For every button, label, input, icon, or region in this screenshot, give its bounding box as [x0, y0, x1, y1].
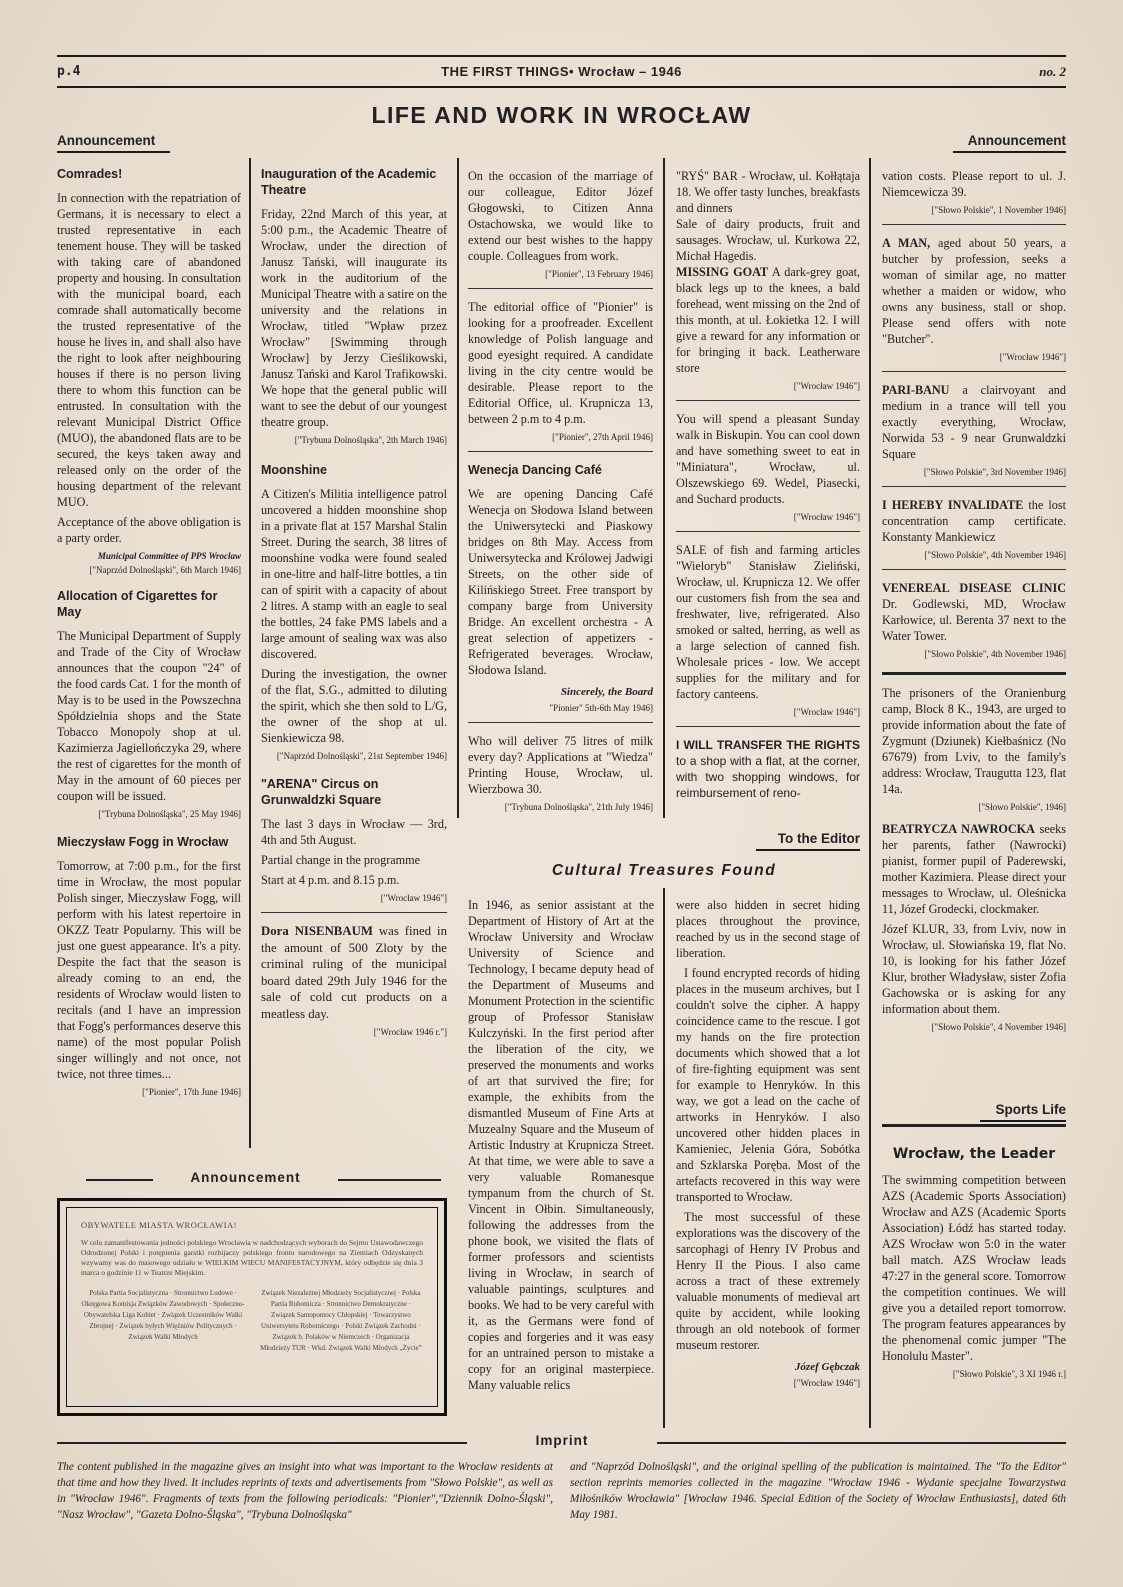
imprint-text-left: The content published in the magazine gives an insight into what was important to the Wrocław residents at that time and how they lived. It includes reprints of texts and advertisements from "Słowo Polskie", as well as in "Wrocław 1946". Fragments of texts from the following periodicals: "Pionier","Dziennik Dolno-Śląski", "Nasz Wrocław", "Gazeta Dolno-Śląska", "Trybuna Dolnośląska"	[57, 1461, 553, 1521]
renovation-text: vation costs. Please report to ul. J. Niemcewicza 39.	[882, 169, 1066, 199]
transfer-notice	[676, 737, 860, 801]
arena-source: ["Wrocław 1946"]	[380, 893, 447, 903]
moonshine-text: A Citizen's Militia intelligence patrol uncovered a hidden moonshine shop in a private flat at 157 Marshal Stalin Street. During the search, 38 litres of moonshine vodka were found sealed in one-litre and half-litre bottles, a tin can of spirit with a capacity of about 2 litres. A stamp with an eagle to seal the bottles, 24 fake PMS labels and a large amount of sealing wax was also discovered.	[261, 487, 447, 661]
invalidate-notice	[882, 497, 1066, 545]
nawrocka-text: seeks her parents, father (Nawrocki) pianist, former pupil of Paderewski, mother Kazimiera. Please direct your messages to Wrocław, ul. Oleśnicka 11, Józef Grodecki, clockmaker.	[882, 822, 1066, 916]
page-header	[57, 62, 1066, 82]
wenecja-heading: Wenecja Dancing Café	[468, 463, 602, 477]
divider	[468, 722, 653, 723]
column-5	[882, 168, 1066, 1041]
renovation-source: ["Słowo Polskie", 1 November 1946]	[931, 205, 1066, 215]
clairvoyant-text: a clairvoyant and medium in a trance will tell you exactly everything, Wrocław, Norwida 53 - 9 near Grunwaldzki Square	[882, 383, 1066, 461]
comrades-text: In connection with the repatriation of Germans, it is necessary to elect a trusted representative in each tenement house. They will be tasked with taking care of abandoned property and housing. In consultation with the municipal board, each comrade shall automatically become the trusted representative of the house he lives in, and shall also have the right to look after neighbouring houses if there is no person living there to whom this function can be entrusted. In consultation with the relevant Municipal District Office (MUO), the abandoned flats are to be secured, the keys taken away and released only on the order of the housing department of the relevant MUO.	[57, 191, 241, 509]
nisenbaum-text: was fined in the amount of 500 Zloty by the criminal ruling of the municipal board dated 29th July 1946 for the sale of cold cut products on a meatless day.	[261, 924, 448, 1021]
divider	[261, 912, 447, 913]
imprint-text-right: and "Naprzód Dolnośląski", and the original spelling of the publication is maintained. The "To the Editor" section reprints memories collected in the magazine "Wrocław 1946 - Wydanie specjalne Towarzystwa Miłośników Wrocławia" [Wrocław 1946. Special Edition of the Society of Wrocław Enthusiasts], dated 6th May 1981.	[570, 1461, 1066, 1521]
invalidate-text: the lost concentration camp certificate. Konstanty Mankiewicz	[882, 498, 1066, 544]
fish-sale-text: SALE of fish and farming articles "Wieloryb" Stanisław Zieliński, Wrocław, ul. Krupnicza 12. We offer our customers fish from the sea and freshwater, live, refrigerated. Also smoked or salted, herring, as well as a large selection of canned fish. Wholesale prices - low. We accept supplies for the military and for factory canteens.	[676, 543, 860, 701]
section-sports-life: Sports Life	[980, 1102, 1066, 1122]
rule	[86, 1179, 153, 1181]
butcher-notice	[882, 235, 1066, 347]
transfer-lead: I WILL TRANSFER THE RIGHTS	[676, 738, 860, 752]
section-to-the-editor: To the Editor	[756, 831, 860, 851]
moonshine-heading: Moonshine	[261, 463, 327, 477]
nawrocka-notice	[882, 821, 1066, 917]
nisenbaum-name: Dora NISENBAUM	[261, 924, 373, 938]
butcher-lead: A MAN,	[882, 236, 931, 250]
poster-title: OBYWATELE MIASTA WROCŁAWIA!	[81, 1220, 237, 1230]
page-number: p.4	[57, 64, 81, 79]
rule	[57, 1442, 467, 1444]
cultural-column-right	[676, 897, 860, 1397]
theatre-source: ["Trybuna Dolnośląska", 2th March 1946]	[294, 435, 447, 445]
sports-heading: Wrocław, the Leader	[892, 1146, 1056, 1162]
divider	[676, 531, 860, 532]
cultural-text-right-3: The most successful of these explorations was the discovery of the sarcophagi of Henry IV Probus and Henry II the Pious. I also came across a tract of these extremely valuable monuments of medieval art quite by accident, while looking through an old notebook of former museum restorer.	[676, 1210, 860, 1352]
section-announcement-bottom: Announcement	[190, 1170, 301, 1185]
sunday-walk-text: You will spend a pleasant Sunday walk in Biskupin. You can cool down and have something sweet to eat in "Miniatura", Wrocław, ul. Olszewskiego 69. Wedel, Piasecki, and Suchard products.	[676, 412, 860, 506]
poster-signatories	[81, 1288, 423, 1354]
clinic-lead: VENEREAL DISEASE CLINIC	[882, 581, 1066, 595]
marriage-source: ["Pionier", 13 February 1946]	[545, 269, 653, 279]
rys-bar-text: "RYŚ" BAR - Wrocław, ul. Kołłątaja 18. We offer tasty lunches, breakfasts and dinners	[676, 169, 860, 215]
publication-name: THE FIRST THINGS• Wrocław – 1946	[441, 64, 682, 79]
clinic-source: ["Słowo Polskie", 4th November 1946]	[924, 649, 1066, 659]
comrades-order: Acceptance of the above obligation is a party order.	[57, 515, 241, 545]
clinic-text: Dr. Godlewski, MD, Wrocław Karłowice, ul. Berenta 37 next to the Water Tower.	[882, 597, 1066, 643]
column-divider	[663, 888, 665, 1428]
poster-frame	[57, 1198, 447, 1416]
fish-sale-source: ["Wrocław 1946"]	[793, 707, 860, 717]
oranienburg-text: The prisoners of the Oranienburg camp, Block 8 K., 1943, are urged to provide information about the fate of Zygmunt (Dziunek) Kiełbaśnicz (No 67679) from Lviv, to the family's address: Wrocław, Traugutta 123, flat 14a.	[882, 686, 1066, 796]
poster-signatories-left: Polska Partia Socjalistyczna · Stronnictwo Ludowe · Okręgowa Komisja Związków Zawodowych · Społeczno-Obywatelska Liga Kobiet · Związek Uczestników Walki Zbrojnej · Związek byłych Więźniów Politycznych · Związek Walki Młodych	[81, 1289, 245, 1341]
issue-number: no. 2	[1039, 64, 1066, 79]
cigarettes-source: ["Trybuna Dolnośląska", 25 May 1946]	[98, 809, 241, 819]
sports-source: ["Słowo Polskie", 3 XI 1946 r.]	[952, 1369, 1066, 1379]
invalidate-lead: I HEREBY INVALIDATE	[882, 498, 1024, 512]
clairvoyant-notice	[882, 382, 1066, 462]
section-divider	[882, 672, 1066, 675]
rule	[338, 1179, 441, 1181]
cigarettes-heading: Allocation of Cigarettes for May	[57, 589, 218, 619]
butcher-text: aged about 50 years, a butcher by profession, seeks a woman of similar age, no matter whether a maiden or widow, who owns any business, stall or shop. Please send offers with note "Butcher".	[882, 236, 1067, 346]
comrades-signature: Municipal Committee of PPS Wroclaw	[97, 551, 241, 561]
cultural-heading: Cultural Treasures Found	[551, 862, 777, 879]
marriage-text: On the occasion of the marriage of our colleague, Editor Józef Głogowski, to Citizen Anna Ostachowska, we would like to extend our best wishes to the happy couple. Colleagues from work.	[468, 169, 653, 263]
cultural-text-right-1: were also hidden in secret hiding places throughout the province, reached by us in the second stage of liberation.	[676, 898, 860, 960]
goat-lead: MISSING GOAT	[676, 265, 769, 279]
milk-source: ["Trybuna Dolnośląska", 21th July 1946]	[504, 802, 653, 812]
wenecja-signature: Sincerely, the Board	[560, 686, 653, 698]
theatre-text: Friday, 22nd March of this year, at 5:00 p.m., the Academic Theatre of Wrocław, under the direction of Janusz Tański, will inaugurate its work in the auditorium of the Municipal Theatre with a satire on the university and the relations in Wrocław, titled "Wpław przez Wrocław" [Swimming through Wrocław] by Jerzy Cieślikowski, Janusz Tański and Karol Trafikowski. We hope that the general public will want to see the debut of our youngest theatre group.	[261, 207, 447, 429]
transfer-text: to a shop with a flat, at the corner, with two shopping windows, for reimbursement of reno-	[676, 754, 860, 800]
poster	[66, 1207, 438, 1407]
goat-source: ["Wrocław 1946"]	[793, 381, 860, 391]
column-4	[676, 168, 860, 805]
moonshine-source: ["Naprzód Dolnośląski", 21st September 1946]	[276, 751, 447, 761]
proofreader-source: ["Pionier", 27th April 1946]	[552, 432, 653, 442]
arena-dates: The last 3 days in Wrocław — 3rd, 4th and 5th August.	[261, 817, 447, 847]
wenecja-text: We are opening Dancing Café Wenecja on Słodowa Island between the Uniwersytecki and Piaskowy bridges on 8th May. Access from Uniwersytecka and Królowej Jadwigi Streets, on the other side of Kilińskiego Street. Free transport by company barge from University Bridge. An excellent orchestra - A great selection of appetizers - Refrigerated beverages. Wrocław, Słodowa Island.	[468, 487, 653, 677]
sports-text: The swimming competition between AZS (Academic Sports Association) Wrocław and AZS (Academic Sports Association) Łódź has started today. AZS Wrocław won 5:0 in the water ball match. AZS Wrocław leads 47:27 in the general score. Tomorrow the competition continues. We will give you a detailed report tomorrow. The program features appearances by the phenomenal comic jumper "The Honolulu Master".	[882, 1173, 1066, 1363]
wenecja-source: "Pionier" 5th-6th May 1946]	[549, 703, 653, 713]
clairvoyant-source: ["Słowo Polskie", 3rd November 1946]	[923, 467, 1066, 477]
divider	[468, 451, 653, 452]
column-2	[261, 166, 447, 1046]
header-bottom-rule	[57, 86, 1066, 88]
arena-heading: "ARENA" Circus on Grunwaldzki Square	[261, 777, 382, 807]
poster-body: W celu zamanifestowania jedności polskiego Wrocławia w nadchodzących wyborach do Sejmu Ustawodawczego Odrodzonej Polski i potępienia garstki rozbijaczy polskiego frontu narodowego na Ziemiach Odzyskanych wzywamy was do masowego udziału w WIELKIM WIECU MANIFESTACYJNYM, który odbędzie się dnia 3 marca o godzinie 11 w Teatrze Miejskim.	[81, 1238, 423, 1277]
section-announcement-left: Announcement	[57, 133, 170, 153]
cigarettes-text: The Municipal Department of Supply and Trade of the City of Wrocław announces that the coupon "24" of the food cards Cat. 1 for the month of May is to be used in the Powszechna Spółdzielnia shops and the State Tobacco Monopoly shop at ul. Kazimierza Jagiellończyka 29, where the rest of cigarettes for the month of May in the amount of 60 pieces per coupon will be issued.	[57, 629, 241, 803]
fogg-text: Tomorrow, at 7:00 p.m., for the first time in Wrocław, the most popular Polish singer, Mieczysław Fogg, will perform with his latest repertoire in OKZZ Teatr Popularny. This will be just one guest appearance. It's a pity. Despite the fact that the season is already coming to an end, the residents of Wrocław would listen to recitals (and I have an impression that Fogg's performances deserve this name) of the most popular Polish singer willingly and not once, not twice, not three times...	[57, 859, 241, 1081]
comrades-source: ["Naprzód Dolnośląski", 6th March 1946]	[89, 565, 241, 575]
milk-text: Who will deliver 75 litres of milk every day? Applications at "Wiedza" Printing House, Wrocław, ul. Wierzbowa 30.	[468, 734, 653, 796]
clairvoyant-lead: PARI-BANU	[882, 383, 950, 397]
divider	[882, 486, 1066, 487]
cultural-text-right-2: I found encrypted records of hiding places in the museum archives, but I couldn't solve the cipher. A happy coincidence came to the rescue. I got my hands on the fire protection documents which showed that a lot of fire-fighting equipment was sent for example to Henryków. In this way, we got a lead on the cache of artworks in Henryków. I also uncovered other hidden places in Kamieniec, Jelenia Góra, Sobótka and Szklarska Poręba. Most of the artefacts recovered in this way were transported to Wrocław.	[676, 966, 860, 1204]
column-divider	[457, 158, 459, 818]
theatre-heading: Inauguration of the Academic Theatre	[261, 167, 437, 197]
column-1	[57, 166, 241, 1106]
column-3	[468, 168, 653, 821]
nisenbaum-notice	[261, 923, 447, 1022]
arena-times: Start at 4 p.m. and 8.15 p.m.	[261, 873, 400, 887]
goat-notice	[676, 264, 860, 376]
divider	[676, 726, 860, 727]
cultural-column-left	[468, 897, 654, 1397]
nawrocka-lead: BEATRYCZA NAWROCKA	[882, 822, 1035, 836]
fogg-heading: Mieczysław Fogg in Wrocław	[57, 835, 229, 849]
poster-signatories-right: Związek Niezależnej Młodzieży Socjalistycznej · Polska Partia Robotnicza · Stronnictwo Demokratyczne · Związek Samopomocy Chłopskiej · Towarzystwo Uniwersytetu Robotniczego · Polski Związek Zachodni · Związek b. Polaków w Niemczech · Organizacja Młodzieży TUR · Wkd. Związek Walki Młodych „Życie”	[260, 1289, 422, 1352]
oranienburg-source: ["Słowo Polskie", 1946]	[978, 802, 1066, 812]
section-announcement-right: Announcement	[953, 133, 1066, 153]
page-title: LIFE AND WORK IN WROCŁAW	[371, 102, 752, 128]
fogg-source: ["Pionier", 17th June 1946]	[142, 1087, 241, 1097]
butcher-source: ["Wrocław 1946"]	[999, 352, 1066, 362]
divider	[882, 569, 1066, 570]
klur-text: Józef KLUR, 33, from Lviv, now in Wrocław, ul. Słowiańska 19, flat No. 10, is looking for his father Józef Klur, brother Władysław, sister Zofia Gachowska or is asking for any information about them.	[882, 922, 1066, 1016]
section-imprint: Imprint	[535, 1433, 589, 1448]
column-divider	[663, 158, 665, 818]
divider	[468, 288, 653, 289]
invalidate-source: ["Słowo Polskie", 4th November 1946]	[924, 550, 1066, 560]
divider	[676, 400, 860, 401]
section-divider	[882, 1124, 1066, 1127]
proofreader-text: The editorial office of "Pionier" is looking for a proofreader. Excellent knowledge of Polish language and good eyesight required. A candidate living in the city centre would be desirable. Please report to the Editorial Office, ul. Krupnicza 13, between 2 p.m to 4 p.m.	[468, 300, 653, 426]
cultural-text-left: In 1946, as senior assistant at the Department of History of Art at the Wrocław University and Wrocław University of Science and Technology, I became deputy head of the Department of Museums and Monument Protection in the scientific group of Professor Stanisław Kulczyński. In the first period after the liberation of the city, we preserved the monuments and works of art that survived the fire; for example, the exhibits from the dismantled Museum of Fine Arts at Muzealny Square and the Museum of Artistic Industry at Krupnicza Street. At that time, we were able to save a very valuable Romanesque tympanum from the church of St. Vincent in Ołbin. Simultaneously, following the addresses from the phone book, we visited the flats of former professors and scientists living in Wrocław, in search of valuable paintings, sculptures and books. We had to be very careful with it, as the Germans were fond of copies and forgeries and it was easy for an untrained person to mistake a copy for an original masterpiece. Many valuable relics	[468, 898, 654, 1392]
column-divider	[249, 158, 251, 1148]
clinic-notice	[882, 580, 1066, 644]
cultural-source: ["Wrocław 1946"]	[793, 1378, 860, 1388]
header-top-rule	[57, 55, 1066, 57]
sunday-walk-source: ["Wrocław 1946"]	[793, 512, 860, 522]
nisenbaum-source: ["Wrocław 1946 r."]	[373, 1027, 447, 1037]
dairy-text: Sale of dairy products, fruit and sausages. Wrocław, ul. Kurkowa 22, Michał Hagedis.	[676, 217, 860, 263]
sports-column	[882, 1146, 1066, 1388]
divider	[882, 224, 1066, 225]
comrades-heading: Comrades!	[57, 167, 123, 181]
rule	[657, 1442, 1066, 1444]
cultural-signature: Józef Gębczak	[794, 1361, 860, 1373]
arena-programme: Partial change in the programme	[261, 853, 421, 867]
klur-source: ["Słowo Polskie", 4 November 1946]	[931, 1022, 1066, 1032]
goat-text: A dark-grey goat, black legs up to the knees, a bald forehead, went missing on the 2nd of this month, at ul. Łokietka 12. I will give a reward for any information or for bringing it back. Leatherware store	[676, 265, 861, 375]
column-divider	[869, 158, 871, 1428]
divider	[882, 371, 1066, 372]
moonshine-text-2: During the investigation, the owner of the flat, S.G., admitted to diluting the spirit, which she then sold to L/G, the owner of the shop at ul. Sienkiewicza 98.	[261, 667, 447, 745]
